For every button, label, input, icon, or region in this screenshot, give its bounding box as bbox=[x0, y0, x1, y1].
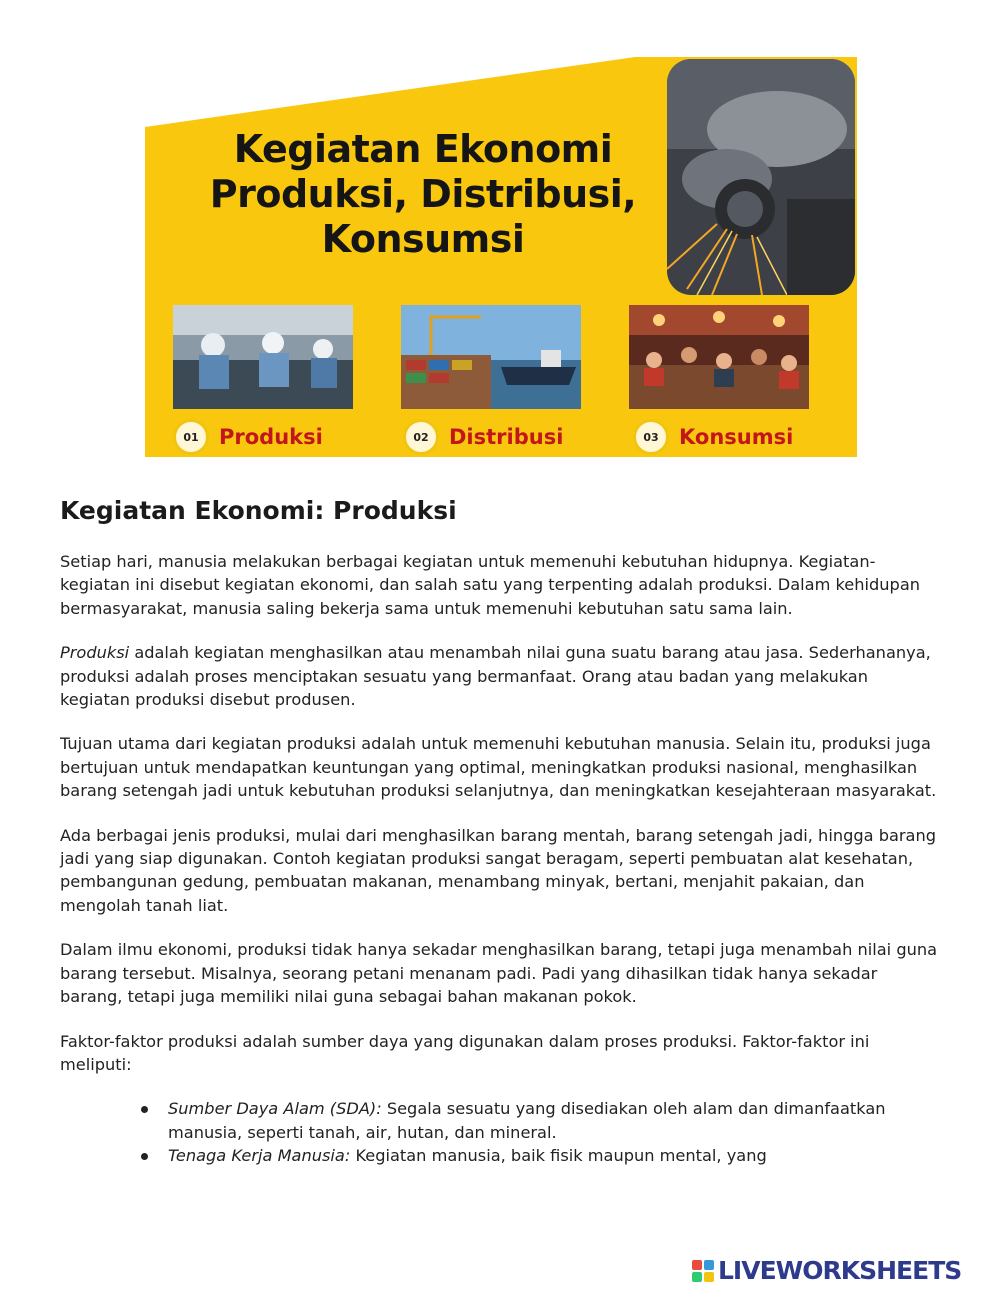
paragraph-types: Ada berbagai jenis produksi, mulai dari menghasilkan barang mentah, barang setengah jadi, hingga barang jadi yang siap digunakan. Contoh kegiatan produksi sangat beragam, seperti pembuatan alat kesehatan, pembangunan gedung, pembuatan makanan, menambang minyak, bertani, menjahit pakaian, dan mengolah tanah liat. bbox=[60, 825, 936, 915]
step-label: Produksi bbox=[219, 425, 323, 449]
banner-title-line-3: Konsumsi bbox=[321, 217, 525, 261]
step-number-badge: 03 bbox=[633, 419, 669, 455]
logo-block bbox=[692, 1260, 702, 1270]
liveworksheets-logo[interactable] bbox=[692, 1256, 961, 1285]
paragraph-value: Dalam ilmu ekonomi, produksi tidak hanya sekadar menghasilkan barang, tetapi juga menambah nilai guna barang tersebut. Misalnya, seorang petani menanam padi. Padi yang dihasilkan tidak hanya sekadar barang, tetapi juga memiliki nilai guna sebagai bahan makanan pokok. bbox=[60, 940, 938, 1007]
logo-block bbox=[692, 1272, 702, 1282]
step-label: Distribusi bbox=[449, 425, 564, 449]
paragraph-definition bbox=[60, 641, 940, 711]
list-item bbox=[168, 1097, 940, 1144]
article-body bbox=[60, 550, 940, 1168]
header-banner bbox=[145, 55, 857, 457]
production-photo bbox=[173, 305, 353, 409]
list-item bbox=[168, 1144, 940, 1167]
paragraph-factors: Faktor-faktor produksi adalah sumber daya yang digunakan dalam proses produksi. Faktor-faktor ini meliputi: bbox=[60, 1031, 870, 1074]
logo-wordmark: LIVEWORKSHEETS bbox=[718, 1256, 962, 1285]
logo-block bbox=[704, 1260, 714, 1270]
step-konsumsi bbox=[633, 415, 793, 459]
term-produksi: Produksi bbox=[60, 643, 130, 663]
banner-title-line-1: Kegiatan Ekonomi bbox=[233, 127, 613, 171]
step-number-badge: 02 bbox=[403, 419, 439, 455]
logo-block bbox=[704, 1272, 714, 1282]
distribution-photo bbox=[401, 305, 581, 409]
consumption-photo bbox=[629, 305, 809, 409]
step-number-badge: 01 bbox=[173, 419, 209, 455]
factor-term: Sumber Daya Alam (SDA): bbox=[168, 1099, 382, 1119]
page-title: Kegiatan Ekonomi: Produksi bbox=[60, 496, 457, 525]
factor-desc: Segala sesuatu yang disediakan oleh alam dan dimanfaatkan manusia, seperti tanah, air, hutan, dan mineral. bbox=[168, 1099, 886, 1142]
factor-desc: Kegiatan manusia, baik fisik maupun mental, yang bbox=[350, 1146, 767, 1166]
paragraph-goals: Tujuan utama dari kegiatan produksi adalah untuk memenuhi kebutuhan manusia. Selain itu, produksi juga bertujuan untuk mendapatkan keuntungan yang optimal, meningkatkan produksi nasional, menghasilkan barang setengah jadi untuk kebutuhan produksi selanjutnya, dan meningkatkan kesejahteraan masyarakat. bbox=[60, 734, 937, 801]
step-produksi bbox=[173, 415, 323, 459]
worker-grinding-photo bbox=[667, 59, 855, 295]
factors-list bbox=[60, 1097, 940, 1167]
factor-term: Tenaga Kerja Manusia: bbox=[168, 1146, 351, 1166]
banner-title bbox=[163, 127, 683, 262]
step-distribusi bbox=[403, 415, 563, 459]
paragraph-intro: Setiap hari, manusia melakukan berbagai kegiatan untuk memenuhi kebutuhan hidupnya. Kegiatan-kegiatan ini disebut kegiatan ekonomi, dan salah satu yang terpenting adalah produksi. Dalam kehidupan bermasyarakat, manusia saling bekerja sama untuk memenuhi kebutuhan satu sama lain. bbox=[60, 552, 921, 618]
definition-text: adalah kegiatan menghasilkan atau menambah nilai guna suatu barang atau jasa. Sederhananya, produksi adalah proses menciptakan sesuatu yang bermanfaat. Orang atau badan yang melakukan kegiatan produksi disebut produsen. bbox=[60, 643, 931, 710]
banner-title-line-2: Produksi, Distribusi, bbox=[209, 172, 637, 216]
logo-blocks-icon bbox=[692, 1260, 714, 1282]
step-label: Konsumsi bbox=[679, 425, 794, 449]
